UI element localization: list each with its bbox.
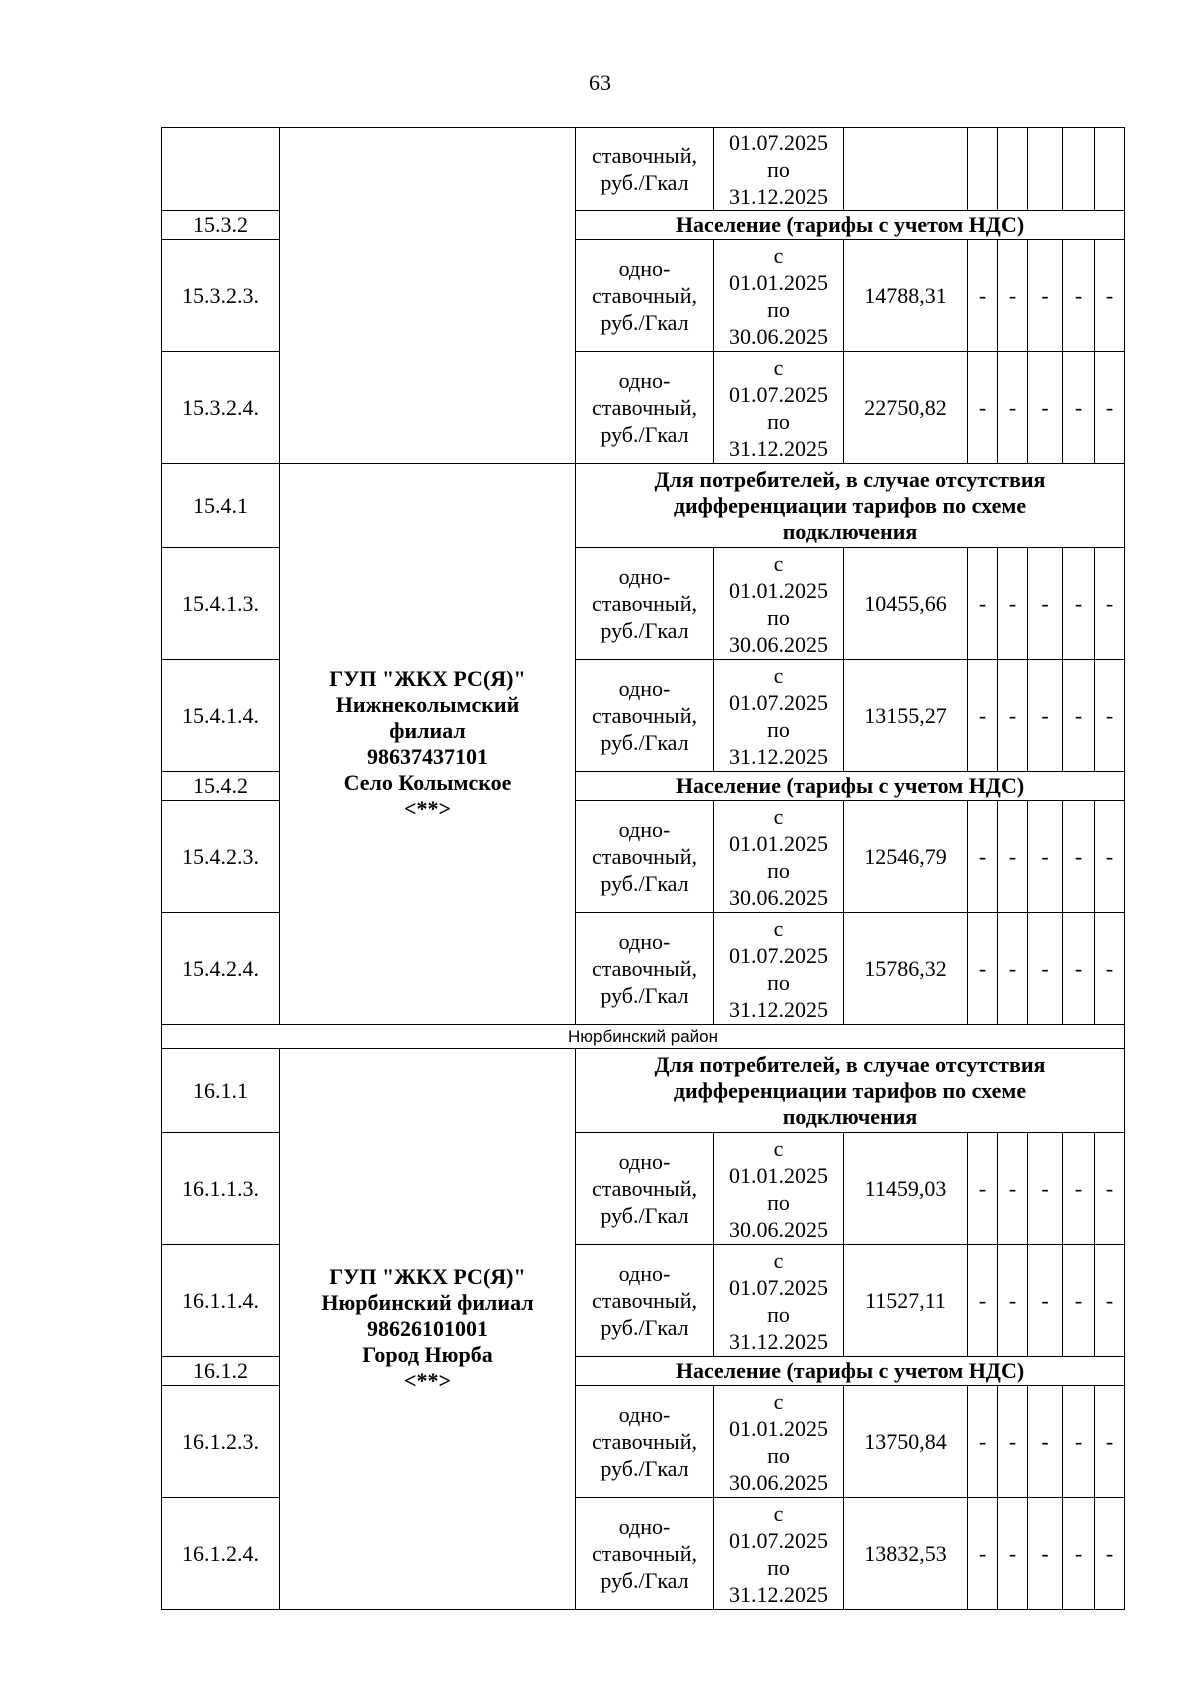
group-header [576,1049,1125,1133]
code-cell: 15.4.1 [162,464,280,548]
tariff-value: 11459,03 [844,1133,968,1245]
organization-line: Село Колымское [343,770,512,795]
dash-cell: - [1063,352,1095,464]
period-cell [714,1498,844,1610]
group-header-line: дифференциации тарифов по схеме [673,1077,1027,1103]
code-cell: 16.1.2 [162,1357,280,1386]
empty-cell [998,128,1028,211]
code-cell: 15.4.2.3. [162,801,280,913]
text-line: 31.12.2025 [729,996,828,1022]
text-line: ставочный, [592,1429,697,1454]
dash-cell: - [998,352,1028,464]
dash-cell: - [1095,801,1125,913]
tariff-value: 14788,31 [844,240,968,352]
text-line: руб./Гкал [600,871,689,896]
text-line: 31.12.2025 [729,1328,828,1354]
dash-cell: - [1028,660,1063,772]
organization-line: ГУП "ЖКХ РС(Я)" [329,1264,526,1289]
dash-cell: - [1028,1245,1063,1357]
text-line: с [773,662,784,688]
text-line: с [773,354,784,380]
tariff-value: 13750,84 [844,1386,968,1498]
tariff-type-cell [576,1133,714,1245]
organization-line: <**> [403,796,452,821]
dash-cell: - [1095,660,1125,772]
text-line: ставочный, [592,1541,697,1566]
text-line: руб./Гкал [600,170,689,195]
text-line: с [773,242,784,268]
text-line: ставочный, [592,395,697,420]
text-line: по [767,1301,790,1327]
page-number: 63 [589,70,611,95]
group-header: Население (тарифы с учетом НДС) [576,772,1125,801]
tariff-type-cell [576,128,714,211]
group-header-line: подключения [782,1103,918,1129]
tariff-type-cell [576,548,714,660]
group-header: Население (тарифы с учетом НДС) [576,211,1125,240]
dash-cell: - [1095,913,1125,1025]
code-cell: 16.1.2.3. [162,1386,280,1498]
region-header: Нюрбинский район [162,1025,1125,1049]
text-line: по [767,716,790,742]
text-line: ставочный, [592,591,697,616]
tariff-table [161,127,1125,1610]
text-line: руб./Гкал [600,730,689,755]
organization-line: Город Нюрба [362,1342,493,1367]
code-cell: 16.1.2.4. [162,1498,280,1610]
dash-cell: - [1063,913,1095,1025]
text-line: руб./Гкал [600,1315,689,1340]
period-cell [714,1245,844,1357]
text-line: по [767,857,790,883]
tariff-type-cell [576,1498,714,1610]
text-line: с [773,550,784,576]
text-line: по [767,604,790,630]
period-cell [714,352,844,464]
period-cell [714,913,844,1025]
code-cell: 15.3.2.4. [162,352,280,464]
text-line: руб./Гкал [600,618,689,643]
text-line: руб./Гкал [600,1456,689,1481]
text-line: 01.01.2025 [729,1162,828,1188]
group-header-line: дифференциации тарифов по схеме [673,492,1027,518]
code-cell: 15.3.2.3. [162,240,280,352]
tariff-type-cell [576,352,714,464]
text-line: одно- [618,368,671,393]
text-line: ставочный, [592,143,697,168]
organization-line: 98626101001 [367,1316,488,1341]
dash-cell: - [1028,1498,1063,1610]
group-header-line: Для потребителей, в случае отсутствия [654,1051,1046,1077]
code-cell: 15.4.2.4. [162,913,280,1025]
text-line: 01.07.2025 [729,942,828,968]
text-line: 31.12.2025 [729,743,828,769]
period-cell [714,801,844,913]
tariff-type-cell [576,240,714,352]
dash-cell: - [1028,548,1063,660]
organization-line: Нижнеколымский [335,692,520,717]
text-line: по [767,408,790,434]
tariff-value: 10455,66 [844,548,968,660]
text-line: руб./Гкал [600,1568,689,1593]
organization-line: Нюрбинский филиал [321,1290,534,1315]
dash-cell: - [1095,1133,1125,1245]
text-line: с [773,1388,784,1414]
dash-cell: - [998,801,1028,913]
period-cell [714,548,844,660]
table-row [162,464,1125,548]
tariff-value: 13155,27 [844,660,968,772]
org-cell-continued [280,128,576,464]
tariff-type-cell [576,660,714,772]
code-cell: 15.4.1.4. [162,660,280,772]
text-line: ставочный, [592,1176,697,1201]
dash-cell: - [1063,548,1095,660]
table-row [162,1025,1125,1049]
dash-cell: - [1063,240,1095,352]
tariff-type-cell [576,1386,714,1498]
text-line: одно- [618,1149,671,1174]
code-cell: 16.1.1.4. [162,1245,280,1357]
text-line: ставочный, [592,283,697,308]
group-header-line: Для потребителей, в случае отсутствия [654,466,1046,492]
dash-cell: - [1063,1133,1095,1245]
text-line: 01.07.2025 [729,129,828,155]
organization-line: 98637437101 [367,744,488,769]
group-header [576,464,1125,548]
text-line: руб./Гкал [600,422,689,447]
dash-cell: - [1028,1133,1063,1245]
code-cell: 15.3.2 [162,211,280,240]
dash-cell: - [968,240,998,352]
dash-cell: - [968,801,998,913]
tariff-value: 12546,79 [844,801,968,913]
dash-cell: - [968,1498,998,1610]
dash-cell: - [968,548,998,660]
text-line: с [773,1247,784,1273]
dash-cell: - [1028,913,1063,1025]
dash-cell: - [968,1133,998,1245]
dash-cell: - [1063,1386,1095,1498]
dash-cell: - [968,913,998,1025]
tariff-value: 22750,82 [844,352,968,464]
dash-cell: - [1095,1386,1125,1498]
text-line: по [767,1554,790,1580]
text-line: ставочный, [592,956,697,981]
code-cell: 16.1.1.3. [162,1133,280,1245]
text-line: одно- [618,1514,671,1539]
dash-cell: - [998,1498,1028,1610]
period-cell [714,240,844,352]
text-line: одно- [618,564,671,589]
text-line: по [767,969,790,995]
dash-cell: - [1095,352,1125,464]
table-row [162,128,1125,211]
text-line: руб./Гкал [600,1203,689,1228]
empty-cell [1095,128,1125,211]
text-line: 31.12.2025 [729,183,828,209]
table-row [162,1049,1125,1133]
dash-cell: - [998,1245,1028,1357]
text-line: 01.07.2025 [729,381,828,407]
dash-cell: - [1063,801,1095,913]
text-line: 01.01.2025 [729,1415,828,1441]
dash-cell: - [1063,660,1095,772]
code-cell: 16.1.1 [162,1049,280,1133]
text-line: одно- [618,1402,671,1427]
text-line: 01.01.2025 [729,269,828,295]
organization-line: ГУП "ЖКХ РС(Я)" [329,666,526,691]
dash-cell: - [1028,1386,1063,1498]
text-line: 31.12.2025 [729,435,828,461]
text-line: ставочный, [592,1288,697,1313]
dash-cell: - [998,240,1028,352]
text-line: 01.07.2025 [729,1274,828,1300]
code-cell: 15.4.2 [162,772,280,801]
period-cell [714,1133,844,1245]
text-line: одно- [618,676,671,701]
tariff-value: 13832,53 [844,1498,968,1610]
dash-cell: - [998,913,1028,1025]
text-line: 31.12.2025 [729,1581,828,1607]
dash-cell: - [1063,1498,1095,1610]
dash-cell: - [998,660,1028,772]
empty-cell [1063,128,1095,211]
empty-cell [968,128,998,211]
dash-cell: - [1063,1245,1095,1357]
dash-cell: - [998,1386,1028,1498]
tariff-value: 15786,32 [844,913,968,1025]
text-line: 30.06.2025 [729,884,828,910]
organization-cell [280,464,576,1025]
dash-cell: - [968,1245,998,1357]
dash-cell: - [1095,240,1125,352]
tariff-type-cell [576,1245,714,1357]
group-header-line: подключения [782,518,918,544]
text-line: одно- [618,929,671,954]
code-cell: 15.4.1.3. [162,548,280,660]
text-line: по [767,1189,790,1215]
dash-cell: - [968,352,998,464]
text-line: ставочный, [592,703,697,728]
dash-cell: - [1095,1498,1125,1610]
text-line: 30.06.2025 [729,323,828,349]
period-cell [714,660,844,772]
period-cell [714,1386,844,1498]
value-cell [844,128,968,211]
text-line: с [773,1135,784,1161]
text-line: 01.07.2025 [729,1527,828,1553]
text-line: по [767,156,790,182]
empty-cell [1028,128,1063,211]
text-line: с [773,1500,784,1526]
text-line: 01.01.2025 [729,830,828,856]
dash-cell: - [1028,801,1063,913]
dash-cell: - [1028,240,1063,352]
text-line: с [773,915,784,941]
text-line: одно- [618,817,671,842]
organization-cell [280,1049,576,1610]
tariff-type-cell [576,913,714,1025]
text-line: ставочный, [592,844,697,869]
period-cell [714,128,844,211]
dash-cell: - [998,1133,1028,1245]
text-line: с [773,803,784,829]
text-line: руб./Гкал [600,983,689,1008]
text-line: одно- [618,256,671,281]
text-line: руб./Гкал [600,310,689,335]
tariff-type-cell [576,801,714,913]
organization-line: филиал [389,718,466,743]
text-line: 30.06.2025 [729,631,828,657]
dash-cell: - [998,548,1028,660]
text-line: 30.06.2025 [729,1469,828,1495]
code-cell [162,128,280,211]
text-line: 01.07.2025 [729,689,828,715]
text-line: одно- [618,1261,671,1286]
dash-cell: - [968,660,998,772]
text-line: 30.06.2025 [729,1216,828,1242]
dash-cell: - [968,1386,998,1498]
dash-cell: - [1028,352,1063,464]
organization-line: <**> [403,1368,452,1393]
dash-cell: - [1095,548,1125,660]
text-line: 01.01.2025 [729,577,828,603]
tariff-value: 11527,11 [844,1245,968,1357]
dash-cell: - [1095,1245,1125,1357]
group-header: Население (тарифы с учетом НДС) [576,1357,1125,1386]
text-line: по [767,296,790,322]
text-line: по [767,1442,790,1468]
